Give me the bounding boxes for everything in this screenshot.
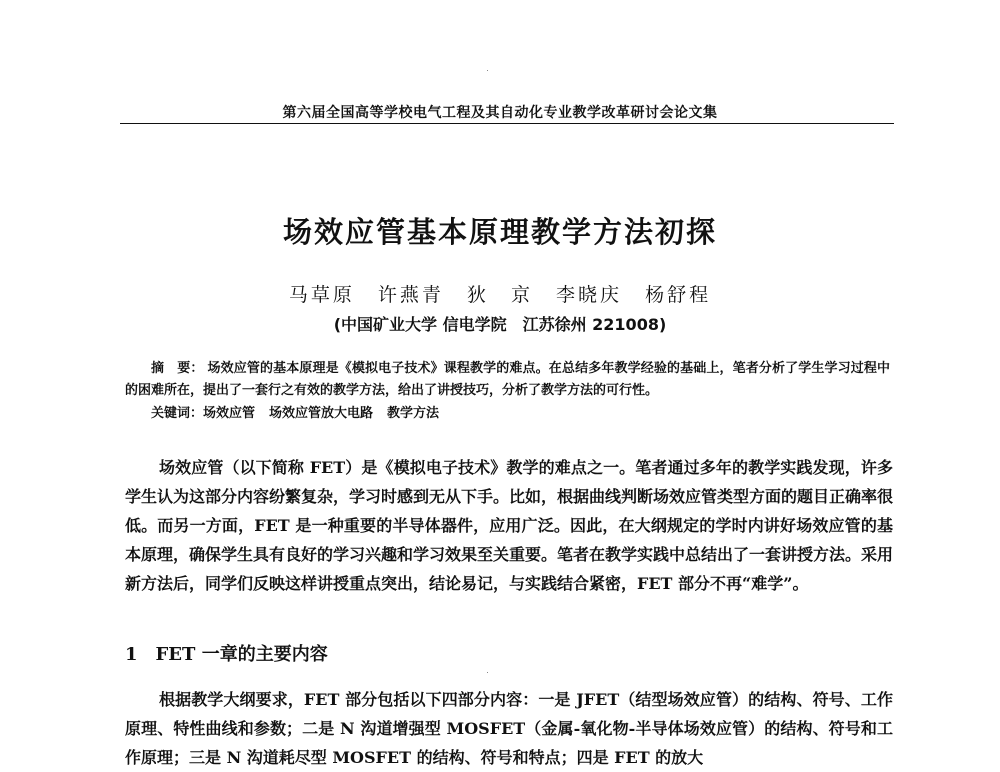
- keyword: 场效应管: [203, 406, 256, 421]
- section-title: FET 一章的主要内容: [155, 644, 328, 665]
- author-name: 马草原: [288, 284, 355, 306]
- scan-speck: [487, 672, 488, 673]
- section-number: 1: [125, 644, 138, 665]
- author-name: 狄 京: [466, 284, 533, 306]
- affiliation: (中国矿业大学 信电学院 江苏徐州 221008): [333, 315, 667, 334]
- scan-speck: [487, 70, 488, 71]
- keywords: [151, 404, 891, 424]
- paper-title: 场效应管基本原理教学方法初探: [282, 215, 717, 249]
- header-rule: [120, 123, 894, 124]
- abstract: [125, 358, 890, 402]
- section-heading: [125, 640, 328, 666]
- abstract-label: 摘 要：: [151, 361, 204, 376]
- author-name: 李晓庆: [556, 284, 623, 306]
- body-paragraph: 根据教学大纲要求，FET 部分包括以下四部分内容：一是 JFET（结型场效应管）的结构、符号、工作原理、特性曲线和参数；二是 N 沟道增强型 MOSFET（金属-氧化物-半导体场效应管）的结构、符号和工作原理；三是 N 沟道耗尽型 MOSFET 的结构、符号和特点；四是 FET 的放大: [125, 690, 893, 767]
- keywords-label: 关键词：: [151, 406, 204, 421]
- keyword: 场效应管放大电路: [269, 406, 374, 421]
- author-name: 许燕青: [377, 284, 444, 306]
- abstract-text: 场效应管的基本原理是《模拟电子技术》课程教学的难点。在总结多年教学经验的基础上，笔者分析了学生学习过程中的困难所在，提出了一套行之有效的教学方法，给出了讲授技巧，分析了教学方法的可行性。: [125, 361, 890, 398]
- running-header: 第六届全国高等学校电气工程及其自动化专业教学改革研讨会论文集: [282, 105, 718, 121]
- body-paragraph: 场效应管（以下简称 FET）是《模拟电子技术》教学的难点之一。笔者通过多年的教学实践发现，许多学生认为这部分内容纷繁复杂，学习时感到无从下手。比如，根据曲线判断场效应管类型方面的题目正确率很低。而另一方面，FET 是一种重要的半导体器件，应用广泛。因此，在大纲规定的学时内讲好场效应管的基本原理，确保学生具有良好的学习兴趣和学习效果至关重要。笔者在教学实践中总结出了一套讲授方法。采用新方法后，同学们反映这样讲授重点突出，结论易记，与实践结合紧密，FET 部分不再“难学”。: [125, 458, 894, 593]
- keyword: 教学方法: [387, 406, 440, 421]
- author-name: 杨舒程: [645, 284, 712, 306]
- author-list: [0, 280, 1000, 307]
